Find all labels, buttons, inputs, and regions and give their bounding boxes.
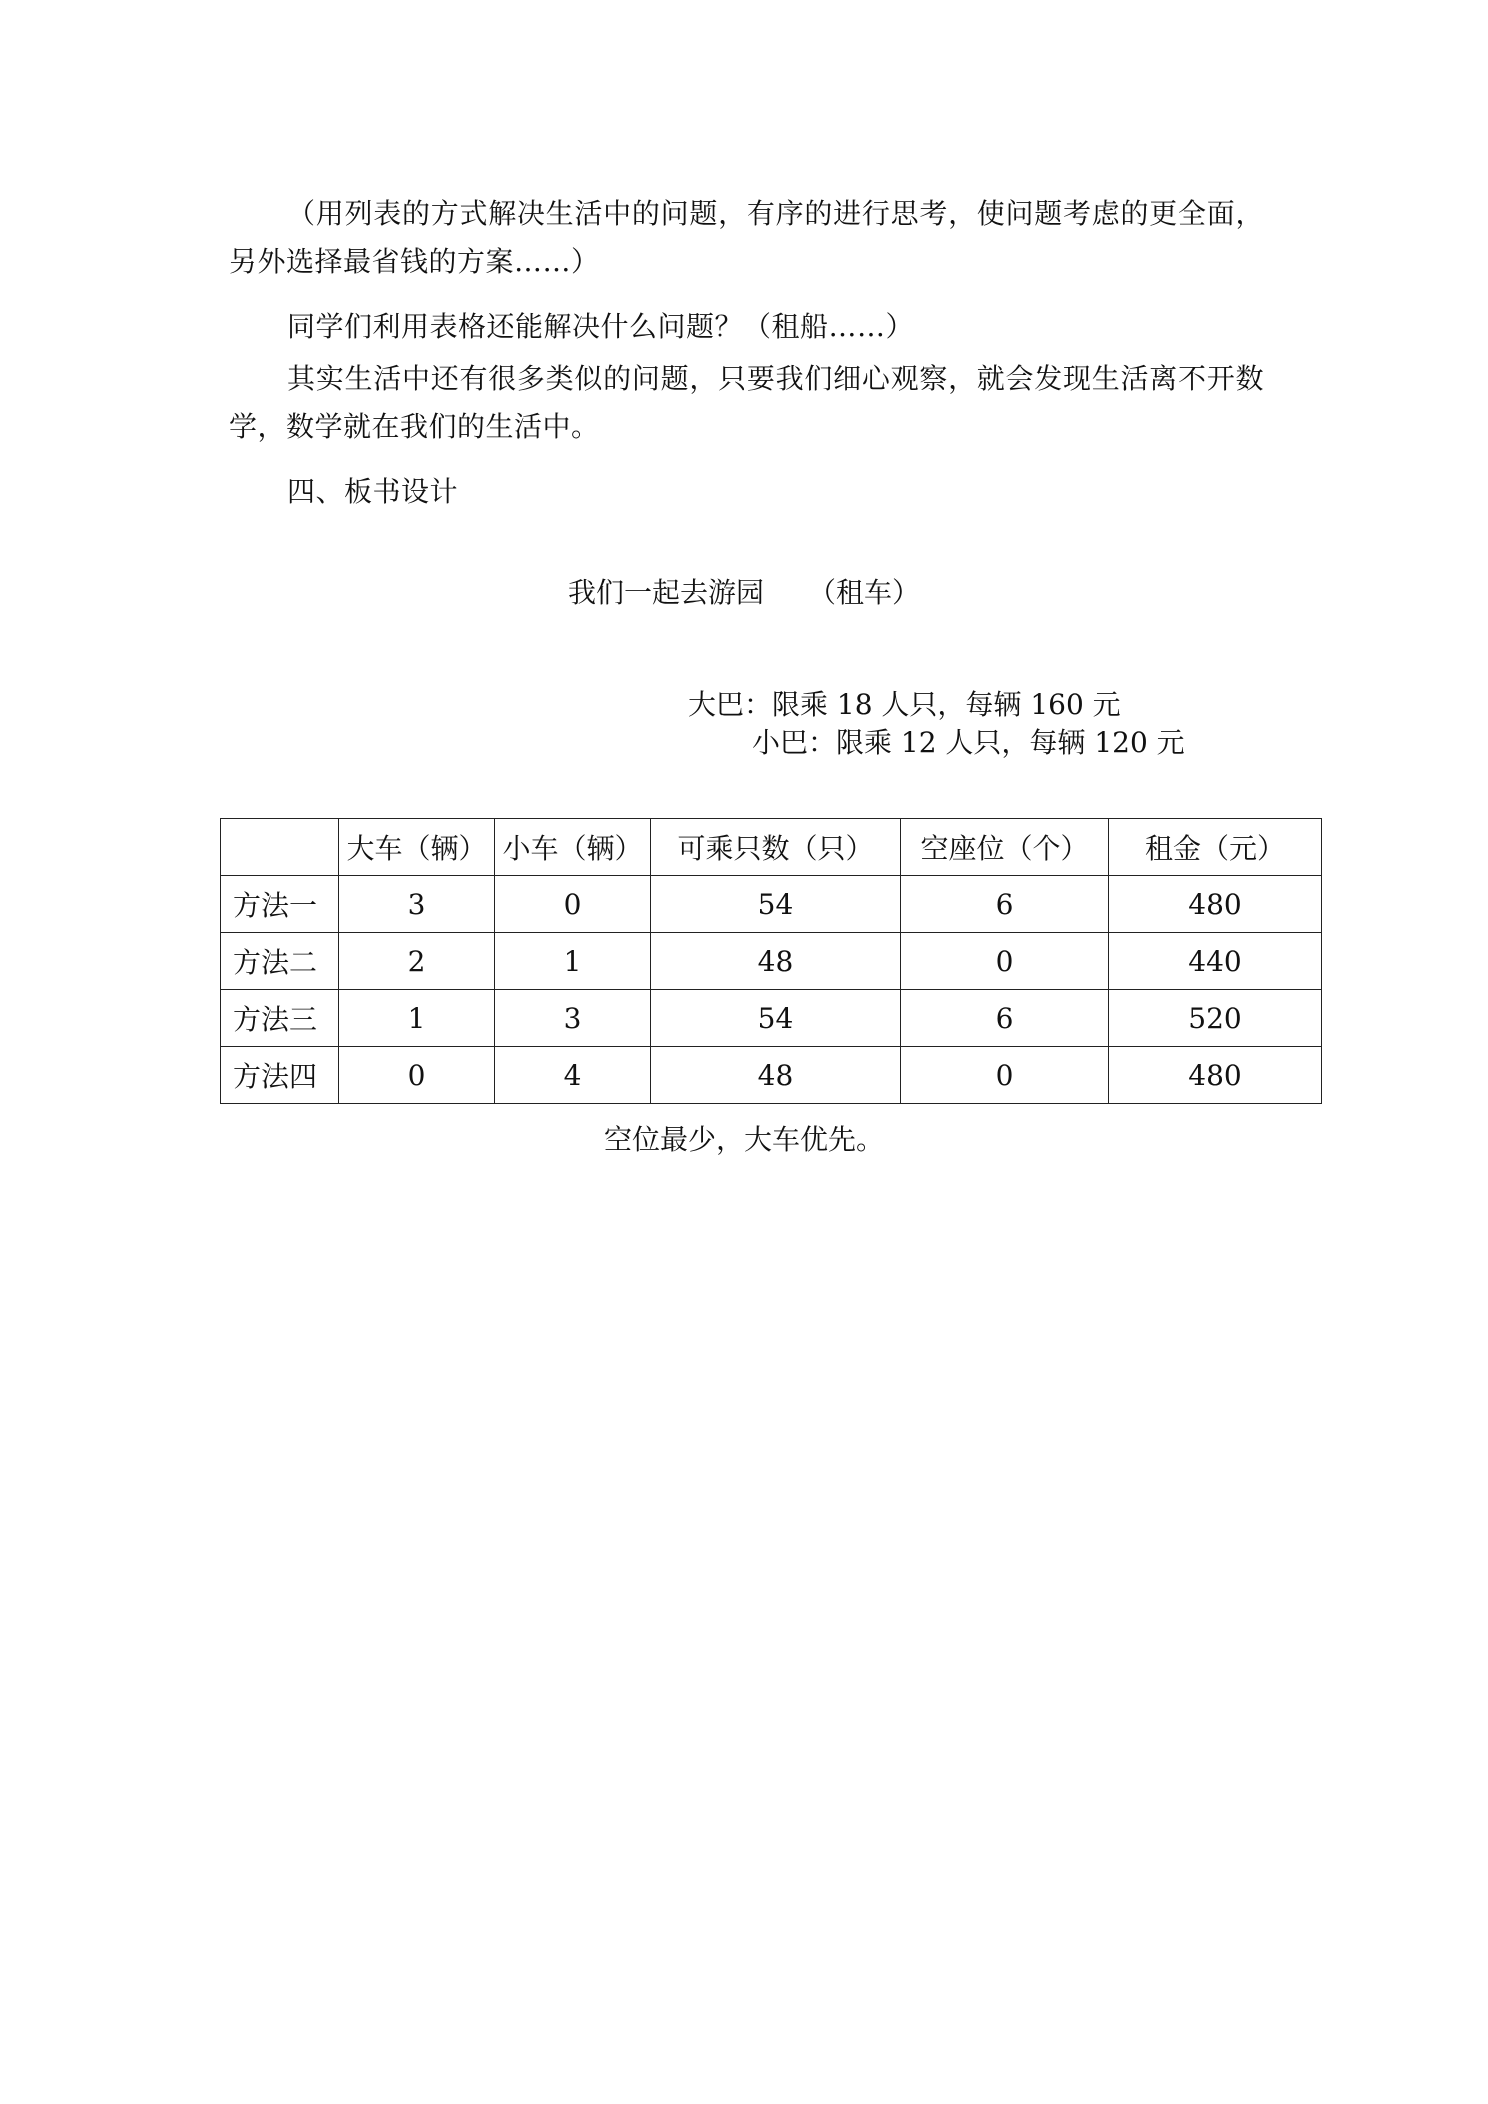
- paragraph-list-method: （用列表的方式解决生活中的问题，有序的进行思考，使问题考虑的更全面，另外选择最省钱的方案……）: [229, 197, 1264, 278]
- rent-value: 480: [1109, 1047, 1322, 1104]
- capacity-value: 54: [651, 876, 901, 933]
- capacity-value: 48: [651, 1047, 901, 1104]
- header-cell-big-cars: 大车（辆）: [339, 819, 495, 876]
- method-label: 方法一: [221, 876, 339, 933]
- empty-seat-value: 6: [901, 876, 1109, 933]
- header-cell-empty: [221, 819, 339, 876]
- table-row: [221, 1047, 1322, 1104]
- big-car-count: 2: [339, 933, 495, 990]
- board-title-main: 我们一起去游园: [567, 576, 764, 609]
- capacity-value: 54: [651, 990, 901, 1047]
- table-row: [221, 876, 1322, 933]
- header-cell-capacity: 可乘只数（只）: [651, 819, 901, 876]
- board-conclusion: 空位最少，大车优先。: [603, 1123, 884, 1156]
- table-row: [221, 933, 1322, 990]
- capacity-value: 48: [651, 933, 901, 990]
- big-car-count: 1: [339, 990, 495, 1047]
- big-car-count: 0: [339, 1047, 495, 1104]
- small-car-count: 1: [495, 933, 651, 990]
- small-car-count: 3: [495, 990, 651, 1047]
- small-car-count: 4: [495, 1047, 651, 1104]
- rental-plan-table: [220, 818, 1322, 1104]
- rent-value: 440: [1109, 933, 1322, 990]
- method-label: 方法三: [221, 990, 339, 1047]
- board-title-sub: （租车）: [808, 576, 921, 609]
- paragraph-table-question: 同学们利用表格还能解决什么问题？（租船……）: [287, 310, 915, 343]
- empty-seat-value: 6: [901, 990, 1109, 1047]
- empty-seat-value: 0: [901, 1047, 1109, 1104]
- header-cell-empty-seats: 空座位（个）: [901, 819, 1109, 876]
- method-label: 方法二: [221, 933, 339, 990]
- method-label: 方法四: [221, 1047, 339, 1104]
- small-bus-rule: 小巴：限乘 12 人只，每辆 120 元: [752, 726, 1185, 759]
- table-header-row: [221, 819, 1322, 876]
- big-bus-rule: 大巴：限乘 18 人只，每辆 160 元: [688, 688, 1121, 721]
- board-title: [0, 573, 1488, 613]
- rent-value: 480: [1109, 876, 1322, 933]
- rent-value: 520: [1109, 990, 1322, 1047]
- empty-seat-value: 0: [901, 933, 1109, 990]
- header-cell-rent: 租金（元）: [1109, 819, 1322, 876]
- small-car-count: 0: [495, 876, 651, 933]
- big-car-count: 3: [339, 876, 495, 933]
- table-row: [221, 990, 1322, 1047]
- section-heading-board-design: 四、板书设计: [287, 475, 459, 508]
- paragraph-life-math: 其实生活中还有很多类似的问题，只要我们细心观察，就会发现生活离不开数学，数学就在我们的生活中。: [229, 362, 1264, 443]
- header-cell-small-cars: 小车（辆）: [495, 819, 651, 876]
